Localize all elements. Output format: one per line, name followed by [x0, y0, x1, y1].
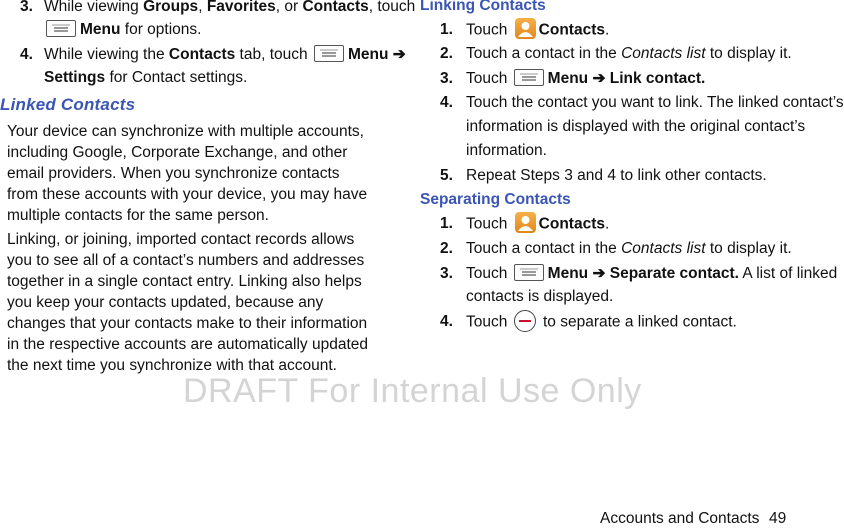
step-3-line2: Menu for options.	[44, 18, 201, 42]
step-number: 4.	[20, 46, 33, 63]
subheading-linking-contacts: Linking Contacts	[420, 0, 546, 14]
menu-icon	[46, 20, 76, 37]
menu-icon	[514, 264, 544, 281]
footer-section-title: Accounts and Contacts	[600, 510, 760, 527]
footer-page-number: 49	[769, 510, 787, 527]
linking-step-4-line2: information is displayed with the original contact’s	[466, 118, 806, 135]
separating-step-3-line2: contacts is displayed.	[466, 288, 614, 305]
minus-circle-icon	[514, 310, 536, 332]
step-4-line2: Settings for Contact settings.	[44, 69, 248, 86]
draft-watermark: DRAFT For Internal Use Only	[183, 372, 642, 410]
paragraph-sync-intro: Your device can synchronize with multiple accounts, including Google, Corporate Exchange, and other email providers. When you synchronize contacts from these accounts with your device, you may have multiple contacts for the same person.	[7, 123, 368, 224]
step-number: 3.	[20, 0, 33, 15]
subheading-separating-contacts: Separating Contacts	[420, 191, 571, 208]
paragraph-linking-explanation: Linking, or joining, imported contact records allows you to see all of a contact’s numbers and addresses together in a single contact entry. Linking also helps you keep your contacts updated, because any changes that your contacts make to their information in the respective accounts are automatically updated the next time you synchronize with that account.	[7, 231, 369, 374]
linking-step-4-line3: information.	[466, 142, 547, 159]
menu-icon	[314, 45, 344, 62]
contacts-app-icon	[515, 212, 536, 233]
section-heading-linked-contacts: Linked Contacts	[0, 95, 136, 114]
menu-icon	[514, 69, 544, 86]
contacts-app-icon	[515, 18, 536, 39]
